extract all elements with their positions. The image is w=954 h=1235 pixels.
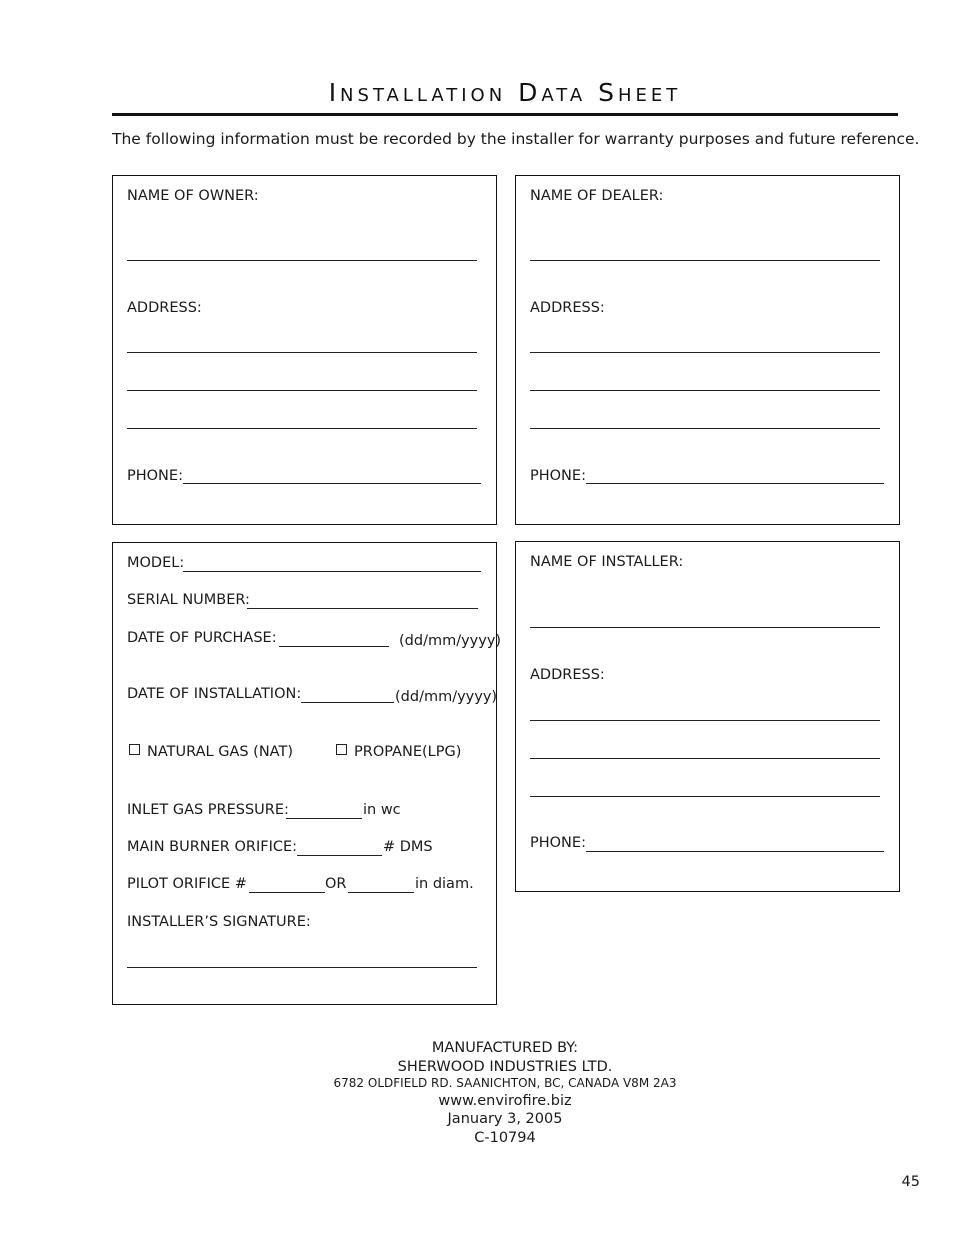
owner-address-field-2[interactable]: [127, 390, 477, 391]
inlet-gas-pressure-unit: in wc: [363, 802, 401, 818]
owner-box: [112, 175, 497, 525]
owner-address-field-3[interactable]: [127, 428, 477, 429]
owner-name-field[interactable]: [127, 260, 477, 261]
model-label: MODEL:: [127, 555, 185, 571]
intro-text: The following information must be recorded by the installer for warranty purposes and future reference.: [112, 130, 920, 148]
serial-number-label: SERIAL NUMBER:: [127, 592, 250, 608]
installer-name-label: NAME OF INSTALLER:: [530, 554, 684, 570]
model-field[interactable]: [183, 571, 481, 572]
dealer-address-field-3[interactable]: [530, 428, 880, 429]
owner-phone-field[interactable]: [183, 483, 481, 484]
title-underline: [112, 113, 898, 116]
installer-address-field-1[interactable]: [530, 720, 880, 721]
installer-signature-label: INSTALLER’S SIGNATURE:: [127, 914, 311, 930]
installer-address-field-2[interactable]: [530, 758, 880, 759]
pilot-orifice-number-field[interactable]: [249, 892, 325, 893]
propane-option[interactable]: [336, 744, 461, 760]
natural-gas-option[interactable]: [129, 744, 293, 760]
dealer-box: [515, 175, 900, 525]
owner-address-field-1[interactable]: [127, 352, 477, 353]
natural-gas-checkbox[interactable]: [129, 744, 140, 755]
dealer-name-field[interactable]: [530, 260, 880, 261]
installer-signature-field[interactable]: [127, 967, 477, 968]
date-of-purchase-format: (dd/mm/yyyy): [399, 633, 502, 649]
footer-address: 6782 OLDFIELD RD. SAANICHTON, BC, CANADA V8M 2A3: [333, 1076, 677, 1090]
footer-date: January 3, 2005: [447, 1111, 563, 1127]
inlet-gas-pressure-label: INLET GAS PRESSURE:: [127, 802, 289, 818]
inlet-gas-pressure-field[interactable]: [286, 818, 362, 819]
owner-phone-label: PHONE:: [127, 468, 183, 484]
propane-checkbox[interactable]: [336, 744, 347, 755]
page-number: 45: [901, 1174, 920, 1190]
installer-name-field[interactable]: [530, 627, 880, 628]
pilot-orifice-or: OR: [325, 876, 347, 892]
footer-company: SHERWOOD INDUSTRIES LTD.: [397, 1059, 613, 1075]
pilot-orifice-unit: in diam.: [415, 876, 474, 892]
installer-box: [515, 541, 900, 892]
natural-gas-label: NATURAL GAS (NAT): [147, 744, 293, 760]
footer-manufactured-by: MANUFACTURED BY:: [431, 1040, 579, 1056]
dealer-phone-label: PHONE:: [530, 468, 586, 484]
installer-phone-field[interactable]: [586, 851, 884, 852]
dealer-address-label: ADDRESS:: [530, 300, 605, 316]
dealer-address-field-1[interactable]: [530, 352, 880, 353]
pilot-orifice-label: PILOT ORIFICE #: [127, 876, 247, 892]
dealer-phone-field[interactable]: [586, 483, 884, 484]
main-burner-orifice-label: MAIN BURNER ORIFICE:: [127, 839, 298, 855]
date-of-installation-label: DATE OF INSTALLATION:: [127, 686, 302, 702]
footer-document-code: C-10794: [474, 1130, 536, 1146]
page-title: Installation Data Sheet: [328, 78, 682, 107]
unit-info-box: [112, 542, 502, 1005]
owner-name-label: NAME OF OWNER:: [127, 188, 259, 204]
propane-label: PROPANE(LPG): [354, 744, 462, 760]
date-of-installation-field[interactable]: [301, 702, 394, 703]
pilot-orifice-diameter-field[interactable]: [348, 892, 414, 893]
main-burner-orifice-field[interactable]: [297, 855, 382, 856]
date-of-purchase-field[interactable]: [279, 646, 389, 647]
installer-phone-label: PHONE:: [530, 835, 586, 851]
installer-address-label: ADDRESS:: [530, 667, 605, 683]
installer-address-field-3[interactable]: [530, 796, 880, 797]
footer-website[interactable]: www.envirofire.biz: [438, 1093, 572, 1109]
dealer-address-field-2[interactable]: [530, 390, 880, 391]
main-burner-orifice-unit: # DMS: [383, 839, 433, 855]
date-of-installation-format: (dd/mm/yyyy): [395, 689, 498, 705]
dealer-name-label: NAME OF DEALER:: [530, 188, 664, 204]
serial-number-field[interactable]: [247, 608, 478, 609]
owner-address-label: ADDRESS:: [127, 300, 202, 316]
date-of-purchase-label: DATE OF PURCHASE:: [127, 630, 277, 646]
